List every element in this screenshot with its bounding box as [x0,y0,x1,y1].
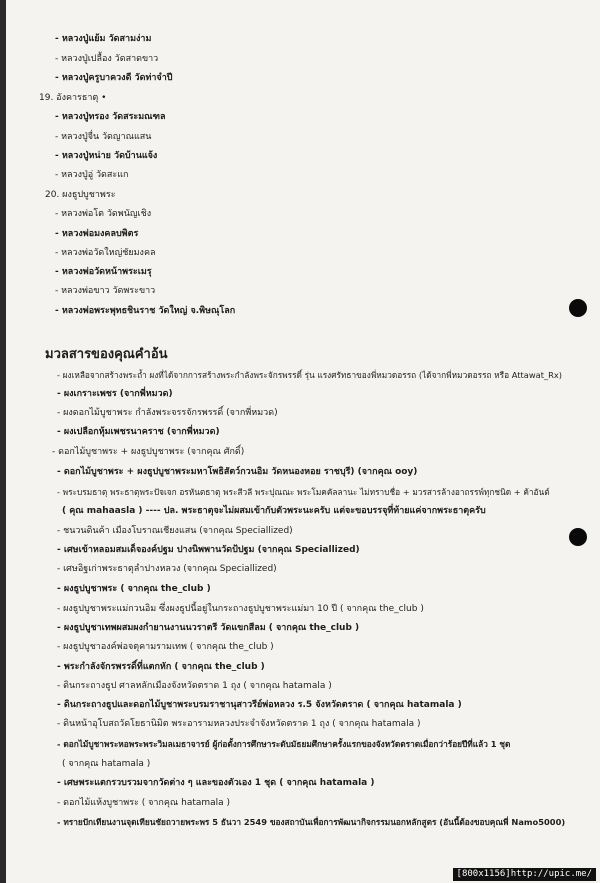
content-line: - พระบรมธาตุ พระธาตุพระปัจเจก อรหันตธาตุ พระสีวลี พระปุณณะ พระโมคคัลลานะ ไม่ทราบชื่อ + มวรสารล้างอาถรรพ์ทุกชนิด + ค้าอันต์ [57,487,550,497]
list-item: - หลวงพ่อโต วัดพนัญเชิง [55,209,152,219]
content-line: - ผงธูปบูชาองค์พ่อจตุคามรามเทพ ( จากคุณ the_club ) [57,642,274,652]
list-item: - หลวงปู่เปลื้อง วัดสาดขาว [55,54,159,64]
list-item: - หลวงพ่อวัดหน้าพระเมรุ [55,267,152,277]
list-item: - หลวงปู่จื่น วัดญาณแสน [55,132,152,142]
content-line: - ทรายปักเทียนงานจุดเทียนชัยถวายพระพร 5 ธันวา 2549 ของสถาบันเพื่อการพัฒนากิจกรรมนอกหลักสูตร (อันนี้ต้องขอบคุณพี่ Namo5000) [57,817,566,827]
content-line: - เศษพระแตกรวบรวมจากวัดต่าง ๆ และของตัวเอง 1 ชุด ( จากคุณ hatamala ) [57,778,375,788]
content-line: - ผงเกราะเพชร (จากพี่หมวด) [57,389,173,399]
content-line: - ผงธูปบูชาเทพผสมผงกำยานงานนวราตรี วัดแขกสีลม ( จากคุณ the_club ) [57,623,360,633]
scan-edge [0,0,6,883]
list-item: - หลวงพ่อขาว วัดพระขาว [55,286,156,296]
content-line: - ดินกระถางธูป ศาลหลักเมืองจังหวัดตราด 1 ถุง ( จากคุณ hatamala ) [57,681,332,691]
content-line: - ผงดอกไม้บูชาพระ กำลังพระจรรจักรพรรดิ์ (จากพี่หมวด) [57,408,278,418]
content-line: - ดอกไม้บูชาพระ + ผงธูปบูชาพระ (จากคุณ ศักดิ์) [52,447,245,457]
list-item: - หลวงปู่ทรอง วัดสระมณฑล [55,112,166,122]
content-line: - ดอกไม้แห้งบูชาพระ ( จากคุณ hatamala ) [57,798,231,808]
content-line: - เศษเข้าหลอมสมเด็จองค์ปฐม ปางนิพพานวัดป้ปฐม (จากคุณ Speciallized) [57,545,360,555]
list-item: - หลวงพ่อวัดใหญ่ชัยมงคล [55,248,156,258]
binder-hole [569,528,587,546]
content-line: - ผงเปลือกหุ้มเพชรนาคราช (จากพี่หมวด) [57,427,220,437]
section-title: 20. ผงธูปบูชาพระ [45,190,116,200]
list-item: - หลวงพ่อพระพุทธชินราช วัดใหญ่ จ.พิษณุโลก [55,306,236,316]
content-line: - ดอกไม้บูชาพระ + ผงธูปบูชาพระมหาโพธิสัตว์กวนอิม วัดหนองหอย ราชบุรี) (จากคุณ ooy) [57,467,418,477]
content-line: - ดินกระถางธูปและดอกไม้บูชาพระบรมราชานุสาวรีย์พ่อหลวง ร.5 จังหวัดตราด ( จากคุณ hatamala ) [57,700,462,710]
binder-hole [569,299,587,317]
list-item: - หลวงปู่แย้ม วัดสามง่าม [55,34,152,44]
list-item: - หลวงปู่หน่าย วัดบ้านแจ้ง [55,151,158,161]
list-item: - หลวงปู่อู่ วัดสะแก [55,170,129,180]
content-line: - ผงธูปบูชาพระแม่กวนอิม ซึ่งผงธูปนี้อยู่ในกระถางธูปบูชาพระแม่มา 10 ปี ( จากคุณ the_club ) [57,604,424,614]
content-line: - เศษอิฐเก่าพระธาตุลำปางหลวง (จากคุณ Speciallized) [57,564,277,574]
section-heading: มวลสารของคุณคำอ้น [45,347,168,362]
content-line: - ดินหน้าอุโบสถวัดโยธานิมิต พระอารามหลวงประจำจังหวัดตราด 1 ถุง ( จากคุณ hatamala ) [57,719,421,729]
content-line: - ผงเหลือจากสร้างพระถ้ำ ผงที่ได้จากการสร้างพระกำลังพระจักรพรรดิ์ รุ่น แรงศรัทธาของพี่หมวดอรรถ (ได้จากพี่หมวดอรรถ หรือ Attawat_Rx) [57,370,563,380]
content-line: ( จากคุณ hatamala ) [62,759,151,769]
section-title: 19. อังคารธาตุ • [39,93,107,103]
list-item: - หลวงปู่ครูบาควงดี วัดท่าจำปี [55,73,173,83]
source-watermark: [800x1156]http://upic.me/ [453,868,596,881]
content-line: - ดอกไม้บูชาพระหอพระพระวิมลเมธาจารย์ ผู้ก่อตั้งการศึกษาระดับมัธยมศึกษาครั้งแรกของจังหวัดตราดเมื่อกว่าร้อยปีที่แล้ว 1 ชุด [57,739,511,749]
content-line: - ผงธูปบูชาพระ ( จากคุณ the_club ) [57,584,211,594]
content-line: - พระกำลังจักรพรรดิ์ที่แตกหัก ( จากคุณ the_club ) [57,662,265,672]
content-line: - ชนวนดินค้า เมืองโบราณเชียงแสน (จากคุณ Speciallized) [57,526,293,536]
list-item: - หลวงพ่อมงคลบพิตร [55,229,139,239]
content-line: ( คุณ mahaasla ) ---- ปล. พระธาตุจะไม่ผสมเข้ากับตัวพระนะครับ แต่จะขอบรรจุที่ท้ายแค่จากพระธาตุครับ [62,506,486,516]
